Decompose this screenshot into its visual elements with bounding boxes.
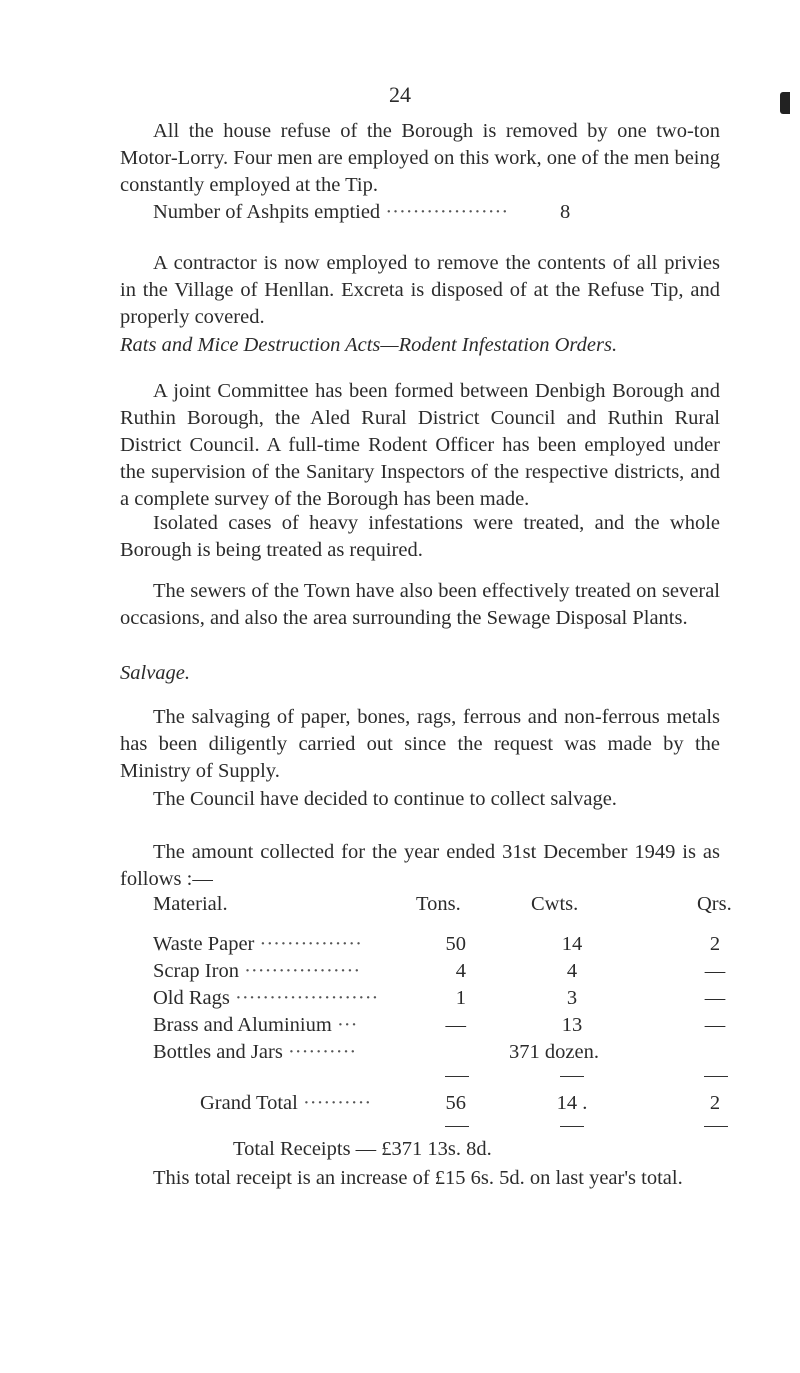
table-header-row [0, 893, 800, 920]
infestations-paragraph: Isolated cases of heavy infestations were treated, and the whole Borough is being treated as required. [120, 512, 720, 561]
committee-paragraph: A joint Committee has been formed between Denbigh Borough and Ruthin Borough, the Aled Rural District Council and Ruthin Rural District Council. A full-time Rodent Officer has been employed under the supervision of the Sanitary Inspectors of the respective districts, and a complete survey of the Borough has been made. [120, 380, 720, 510]
bottles-row [0, 1041, 800, 1068]
total-receipts: Total Receipts — £371 13s. 8d. [233, 1138, 492, 1160]
header-qrs: Qrs. [697, 893, 732, 915]
amount-paragraph: The amount collected for the year ended 31st December 1949 is as follows :— [120, 841, 720, 890]
row-material: Waste Paper ··············· [153, 933, 362, 955]
header-tons: Tons. [416, 893, 461, 915]
ashpits-label: Number of Ashpits emptied [153, 201, 381, 223]
sewers-paragraph: The sewers of the Town have also been effectively treated on several occasions, and also the area surrounding the Sewage Disposal Plants. [120, 580, 720, 629]
grand-total-row [0, 1092, 800, 1119]
table-row [0, 960, 800, 987]
row-cwts: 3 [566, 987, 578, 1009]
row-material: Bottles and Jars ·········· [153, 1041, 357, 1063]
grand-total-label: Grand Total ·········· [200, 1092, 372, 1114]
page-number: 24 [389, 82, 411, 107]
increase-paragraph: This total receipt is an increase of £15 6s. 5d. on last year's total. [153, 1167, 683, 1189]
header-material: Material. [153, 893, 228, 915]
ashpits-line [153, 201, 508, 224]
salvaging-paragraph: The salvaging of paper, bones, rags, ferrous and non-ferrous metals has been diligently carried out since the request was made by the Ministry of Supply. [120, 706, 720, 782]
total-rule-qrs [704, 1076, 728, 1077]
refuse-paragraph: All the house refuse of the Borough is removed by one two-ton Motor-Lorry. Four men are employed on this work, one of the men being constantly employed at the Tip. [120, 120, 720, 196]
total-underline-cwts [560, 1126, 584, 1127]
total-underline-tons [445, 1126, 469, 1127]
row-material: Brass and Aluminium ··· [153, 1014, 358, 1036]
row-material: Old Rags ····················· [153, 987, 379, 1009]
row-cwts: 4 [566, 960, 578, 982]
row-tons: 1 [455, 987, 466, 1009]
row-qrs: — [704, 960, 726, 982]
row-cwts: 13 [561, 1014, 583, 1036]
header-cwts: Cwts. [531, 893, 579, 915]
row-material: Scrap Iron ················· [153, 960, 361, 982]
total-underline-qrs [704, 1126, 728, 1127]
rodent-heading: Rats and Mice Destruction Acts—Rodent Infestation Orders. [120, 334, 618, 356]
row-tons: — [445, 1014, 466, 1036]
row-qrs: — [704, 1014, 726, 1036]
row-qrs: 2 [709, 933, 721, 955]
ashpits-value: 8 [560, 201, 571, 223]
table-row [0, 1014, 800, 1041]
table-row [0, 933, 800, 960]
salvage-heading: Salvage. [120, 662, 191, 684]
total-rule-tons [445, 1076, 469, 1077]
privies-paragraph: A contractor is now employed to remove the contents of all privies in the Village of Henllan. Excreta is disposed of at the Refuse Tip, and properly covered. [120, 252, 720, 328]
total-tons: 56 [445, 1092, 466, 1114]
table-row [0, 987, 800, 1014]
bottles-value: 371 dozen. [509, 1041, 599, 1063]
row-cwts: 14 [561, 933, 583, 955]
total-cwts: 14 . [556, 1092, 588, 1114]
council-paragraph: The Council have decided to continue to collect salvage. [153, 788, 617, 810]
total-qrs: 2 [709, 1092, 721, 1114]
row-tons: 4 [455, 960, 466, 982]
row-tons: 50 [445, 933, 466, 955]
total-rule-cwts [560, 1076, 584, 1077]
row-qrs: — [704, 987, 726, 1009]
leader-dots: ·················· [385, 201, 509, 223]
